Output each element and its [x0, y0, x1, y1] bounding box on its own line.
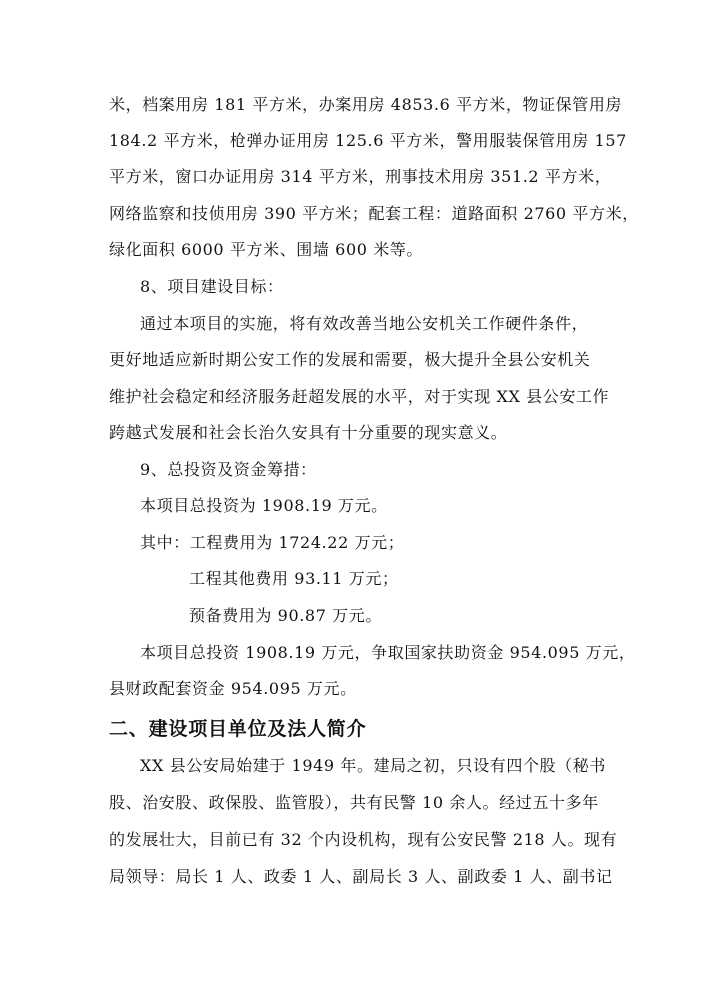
text-line: 县财政配套资金 954.095 万元。	[109, 679, 357, 698]
text-line: 维护社会稳定和经济服务赶超发展的水平，对于实现 XX 县公安工作	[109, 387, 610, 406]
text-line: 预备费用为 90.87 万元。	[189, 606, 382, 625]
subsection-title: 9、总投资及资金筹措：	[140, 460, 317, 479]
text-line: 通过本项目的实施，将有效改善当地公安机关工作硬件条件，	[140, 314, 589, 333]
text-line: 其中：工程费用为 1724.22 万元；	[140, 533, 405, 552]
text-line: XX 县公安局始建于 1949 年。建局之初，只设有四个股（秘书	[140, 756, 606, 775]
text-line: 股、治安股、政保股、监管股），共有民警 10 余人。经过五十多年	[109, 793, 599, 812]
text-line: 本项目总投资 1908.19 万元，争取国家扶助资金 954.095 万元，	[140, 643, 636, 662]
text-line: 跨越式发展和社会长治久安具有十分重要的现实意义。	[109, 423, 508, 442]
subsection-title: 8、项目建设目标：	[140, 277, 284, 296]
text-line: 网络监察和技侦用房 390 平方米；配套工程：道路面积 2760 平方米，	[109, 204, 639, 223]
text-line: 局领导：局长 1 人、政委 1 人、副局长 3 人、副政委 1 人、副书记	[109, 867, 613, 886]
text-line: 本项目总投资为 1908.19 万元。	[140, 496, 388, 515]
text-line: 米，档案用房 181 平方米，办案用房 4853.6 平方米，物证保管用房	[109, 95, 623, 114]
section-heading: 二、建设项目单位及法人简介	[109, 718, 367, 740]
text-line: 工程其他费用 93.11 万元；	[189, 569, 399, 588]
text-line: 绿化面积 6000 平方米、围墙 600 米等。	[109, 240, 424, 259]
text-line: 的发展壮大，目前已有 32 个内设机构，现有公安民警 218 人。现有	[109, 830, 618, 849]
text-line: 更好地适应新时期公安工作的发展和需要，极大提升全县公安机关	[109, 350, 591, 369]
text-line: 平方米，窗口办证用房 314 平方米，刑事技术用房 351.2 平方米，	[109, 167, 612, 186]
text-line: 184.2 平方米，枪弹办证用房 125.6 平方米，警用服装保管用房 157	[109, 131, 627, 150]
